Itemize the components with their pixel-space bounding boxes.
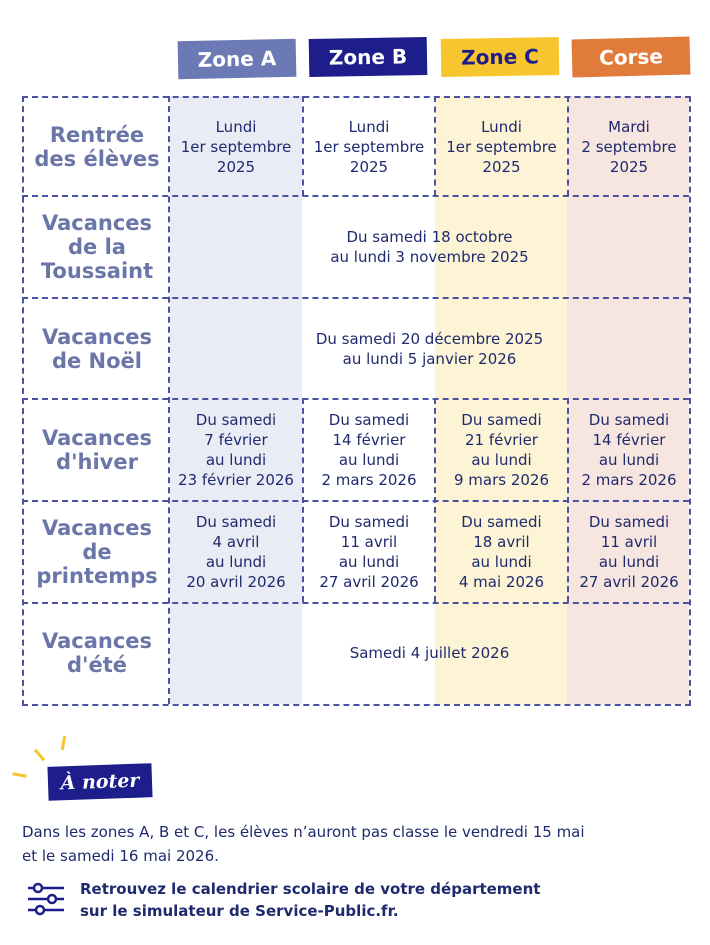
cell-hiver-zone-b: Du samedi 14 février au lundi 2 mars 2026 (321, 411, 417, 489)
cell-hiver-zone-c: Du samedi 21 février au lundi 9 mars 2026 (453, 411, 550, 489)
cell-hiver-zone-a: Du samedi 7 février au lundi 23 février 2026 (178, 411, 294, 489)
sparkle-mark (61, 736, 66, 750)
row-label-printemps: Vacances de printemps (36, 516, 158, 588)
zone-c-header: Zone C (441, 37, 560, 77)
corse-header: Corse (572, 36, 691, 77)
cell-printemps-zone-a: Du samedi 4 avril au lundi 20 avril 2026 (186, 513, 286, 591)
zone-b-header: Zone B (309, 37, 428, 77)
cell-hiver-corse: Du samedi 14 février au lundi 2 mars 2026 (581, 411, 677, 489)
cell-toussaint-all-zones: Du samedi 18 octobre au lundi 3 novembre 2025 (330, 228, 529, 266)
zone-a-header: Zone A (178, 39, 297, 79)
cell-rentree-zone-a: Lundi 1er septembre 2025 (180, 117, 292, 176)
sparkle-mark (12, 772, 26, 777)
cell-printemps-corse: Du samedi 11 avril au lundi 27 avril 2026 (579, 513, 679, 591)
note-text: Dans les zones A, B et C, les élèves n’auront pas classe le vendredi 15 mai et le samedi 16 mai 2026. (22, 823, 585, 865)
cell-rentree-zone-c: Lundi 1er septembre 2025 (446, 117, 557, 176)
row-label-toussaint: Vacances de la Toussaint (40, 211, 154, 283)
row-label-ete: Vacances d'été (41, 629, 153, 677)
note-badge: À noter (47, 763, 152, 801)
cell-rentree-zone-b: Lundi 1er septembre 2025 (313, 117, 425, 176)
settings-sliders-icon (26, 882, 66, 916)
cell-noel-all-zones: Du samedi 20 décembre 2025 au lundi 5 janvier 2026 (315, 329, 544, 368)
cell-printemps-zone-c: Du samedi 18 avril au lundi 4 mai 2026 (458, 513, 545, 591)
sparkle-mark (34, 749, 45, 762)
cell-ete-all-zones: Samedi 4 juillet 2026 (349, 644, 510, 662)
service-public-link[interactable]: Retrouvez le calendrier scolaire de votre département sur le simulateur de Service-Public.fr. (80, 880, 541, 920)
cell-rentree-corse: Mardi 2 septembre 2025 (581, 117, 677, 176)
cell-printemps-zone-b: Du samedi 11 avril au lundi 27 avril 2026 (319, 513, 419, 591)
row-label-noel: Vacances de Noël (41, 324, 153, 373)
row-label-rentree: Rentrée des élèves (34, 122, 160, 171)
row-label-hiver: Vacances d'hiver (41, 426, 153, 474)
